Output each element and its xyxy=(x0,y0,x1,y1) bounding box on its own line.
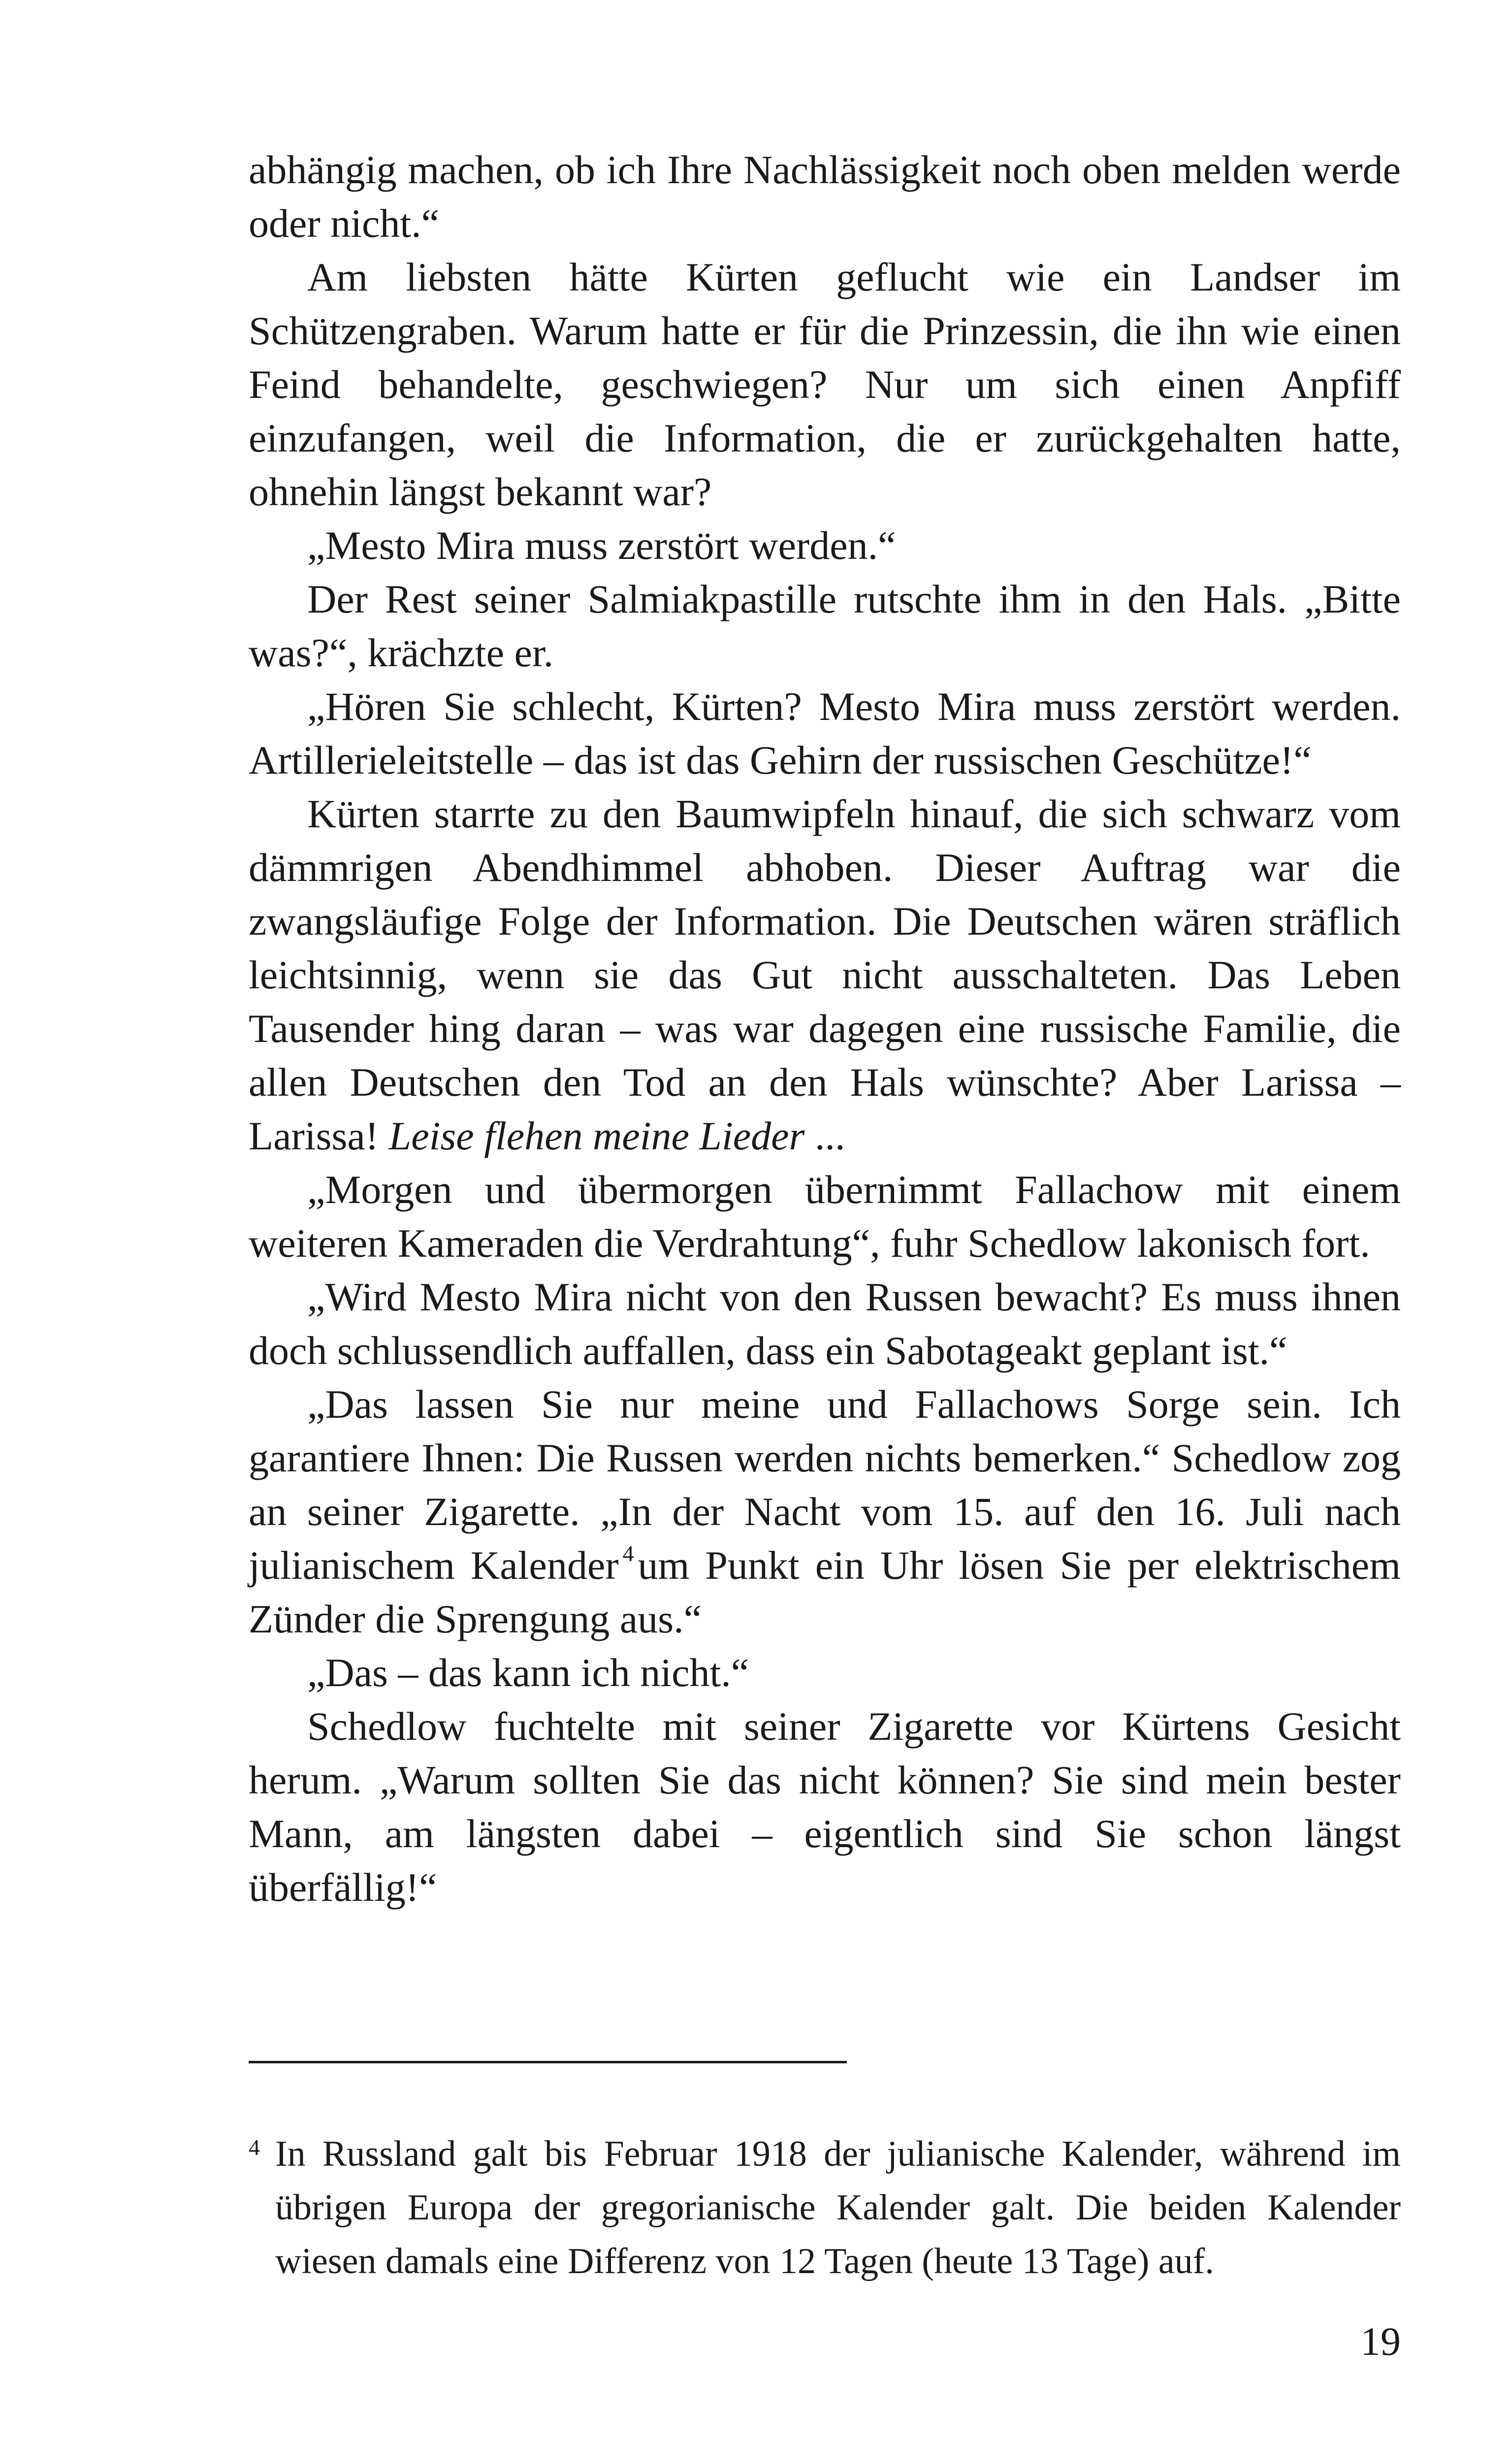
paragraph-4: Der Rest seiner Salmiakpastille rutschte ihm in den Hals. „Bitte was?“, krächzte er. xyxy=(249,577,1401,675)
italic-song-title: Leise flehen meine Lieder xyxy=(388,1113,805,1158)
paragraph-6-text: Kürten starrte zu den Baumwipfeln hinauf, die sich schwarz vom dämmrigen Abendhimmel abhoben. Dieser Auftrag war die zwangsläufige Folge der Information. Die Deutschen wären sträflich leichtsinnig, wenn sie das Gut nicht ausschalteten. Das Leben Tausender hing daran – was war dagegen eine russische Familie, die allen Deutschen den Tod an den Hals wünschte? Aber Larissa – Larissa! xyxy=(249,791,1401,1158)
paragraph-6-ellipsis: ... xyxy=(804,1113,845,1158)
paragraph-9 xyxy=(249,1377,1401,1646)
page-number: 19 xyxy=(1360,2319,1401,2364)
paragraph-10: „Das – das kann ich nicht.“ xyxy=(307,1650,749,1695)
paragraph-5: „Hören Sie schlecht, Kürten? Mesto Mira muss zerstört werden. Artillerieleitstelle – das ist das Gehirn der russischen Geschütze!“ xyxy=(249,684,1401,782)
footnote xyxy=(249,2127,1401,2288)
footnote-mark: 4 xyxy=(249,2135,260,2160)
paragraph-8: „Wird Mesto Mira nicht von den Russen bewacht? Es muss ihnen doch schlussendlich auffallen, dass ein Sabotageakt geplant ist.“ xyxy=(249,1274,1401,1373)
paragraph-6 xyxy=(249,787,1401,1163)
paragraph-1: abhängig machen, ob ich Ihre Nachlässigkeit noch oben melden werde oder nicht.“ xyxy=(249,147,1401,246)
paragraph-11: Schedlow fuchtelte mit seiner Zigarette vor Kürtens Gesicht herum. „Warum sollten Sie das nicht können? Sie sind mein bester Mann, am längsten dabei – eigentlich sind Sie schon längst überfällig!“ xyxy=(249,1704,1401,1910)
paragraph-2: Am liebsten hätte Kürten geflucht wie ein Landser im Schützengraben. Warum hatte er für die Prinzessin, die ihn wie einen Feind behandelte, geschwiegen? Nur um sich einen Anpfiff einzufangen, weil die Information, die er zurückgehalten hatte, ohnehin längst bekannt war? xyxy=(249,255,1401,514)
body-text xyxy=(249,143,1401,1914)
footnote-reference[interactable]: 4 xyxy=(622,1541,634,1566)
paragraph-7: „Morgen und übermorgen übernimmt Fallachow mit einem weiteren Kameraden die Verdrahtung“, fuhr Schedlow lakonisch fort. xyxy=(249,1167,1401,1266)
footnote-text: In Russland galt bis Februar 1918 der julianische Kalender, während im übrigen Europa der gregorianische Kalender galt. Die beiden Kalender wiesen damals eine Differenz von 12 Tagen (heute 13 Tage) auf. xyxy=(275,2134,1401,2281)
paragraph-9-text-after: um Punkt ein Uhr lösen Sie per elektrischem Zünder die Sprengung aus.“ xyxy=(249,1543,1401,1641)
footnote-divider xyxy=(249,2061,847,2063)
paragraph-3: „Mesto Mira muss zerstört werden.“ xyxy=(307,523,896,568)
paragraph-9-text-before: „Das lassen Sie nur meine und Fallachows Sorge sein. Ich garantiere Ihnen: Die Russen werden nichts bemerken.“ Schedlow zog an seiner Zigarette. „In der Nacht vom 15. auf den 16. Juli nach julianischem Kalender xyxy=(249,1382,1401,1588)
